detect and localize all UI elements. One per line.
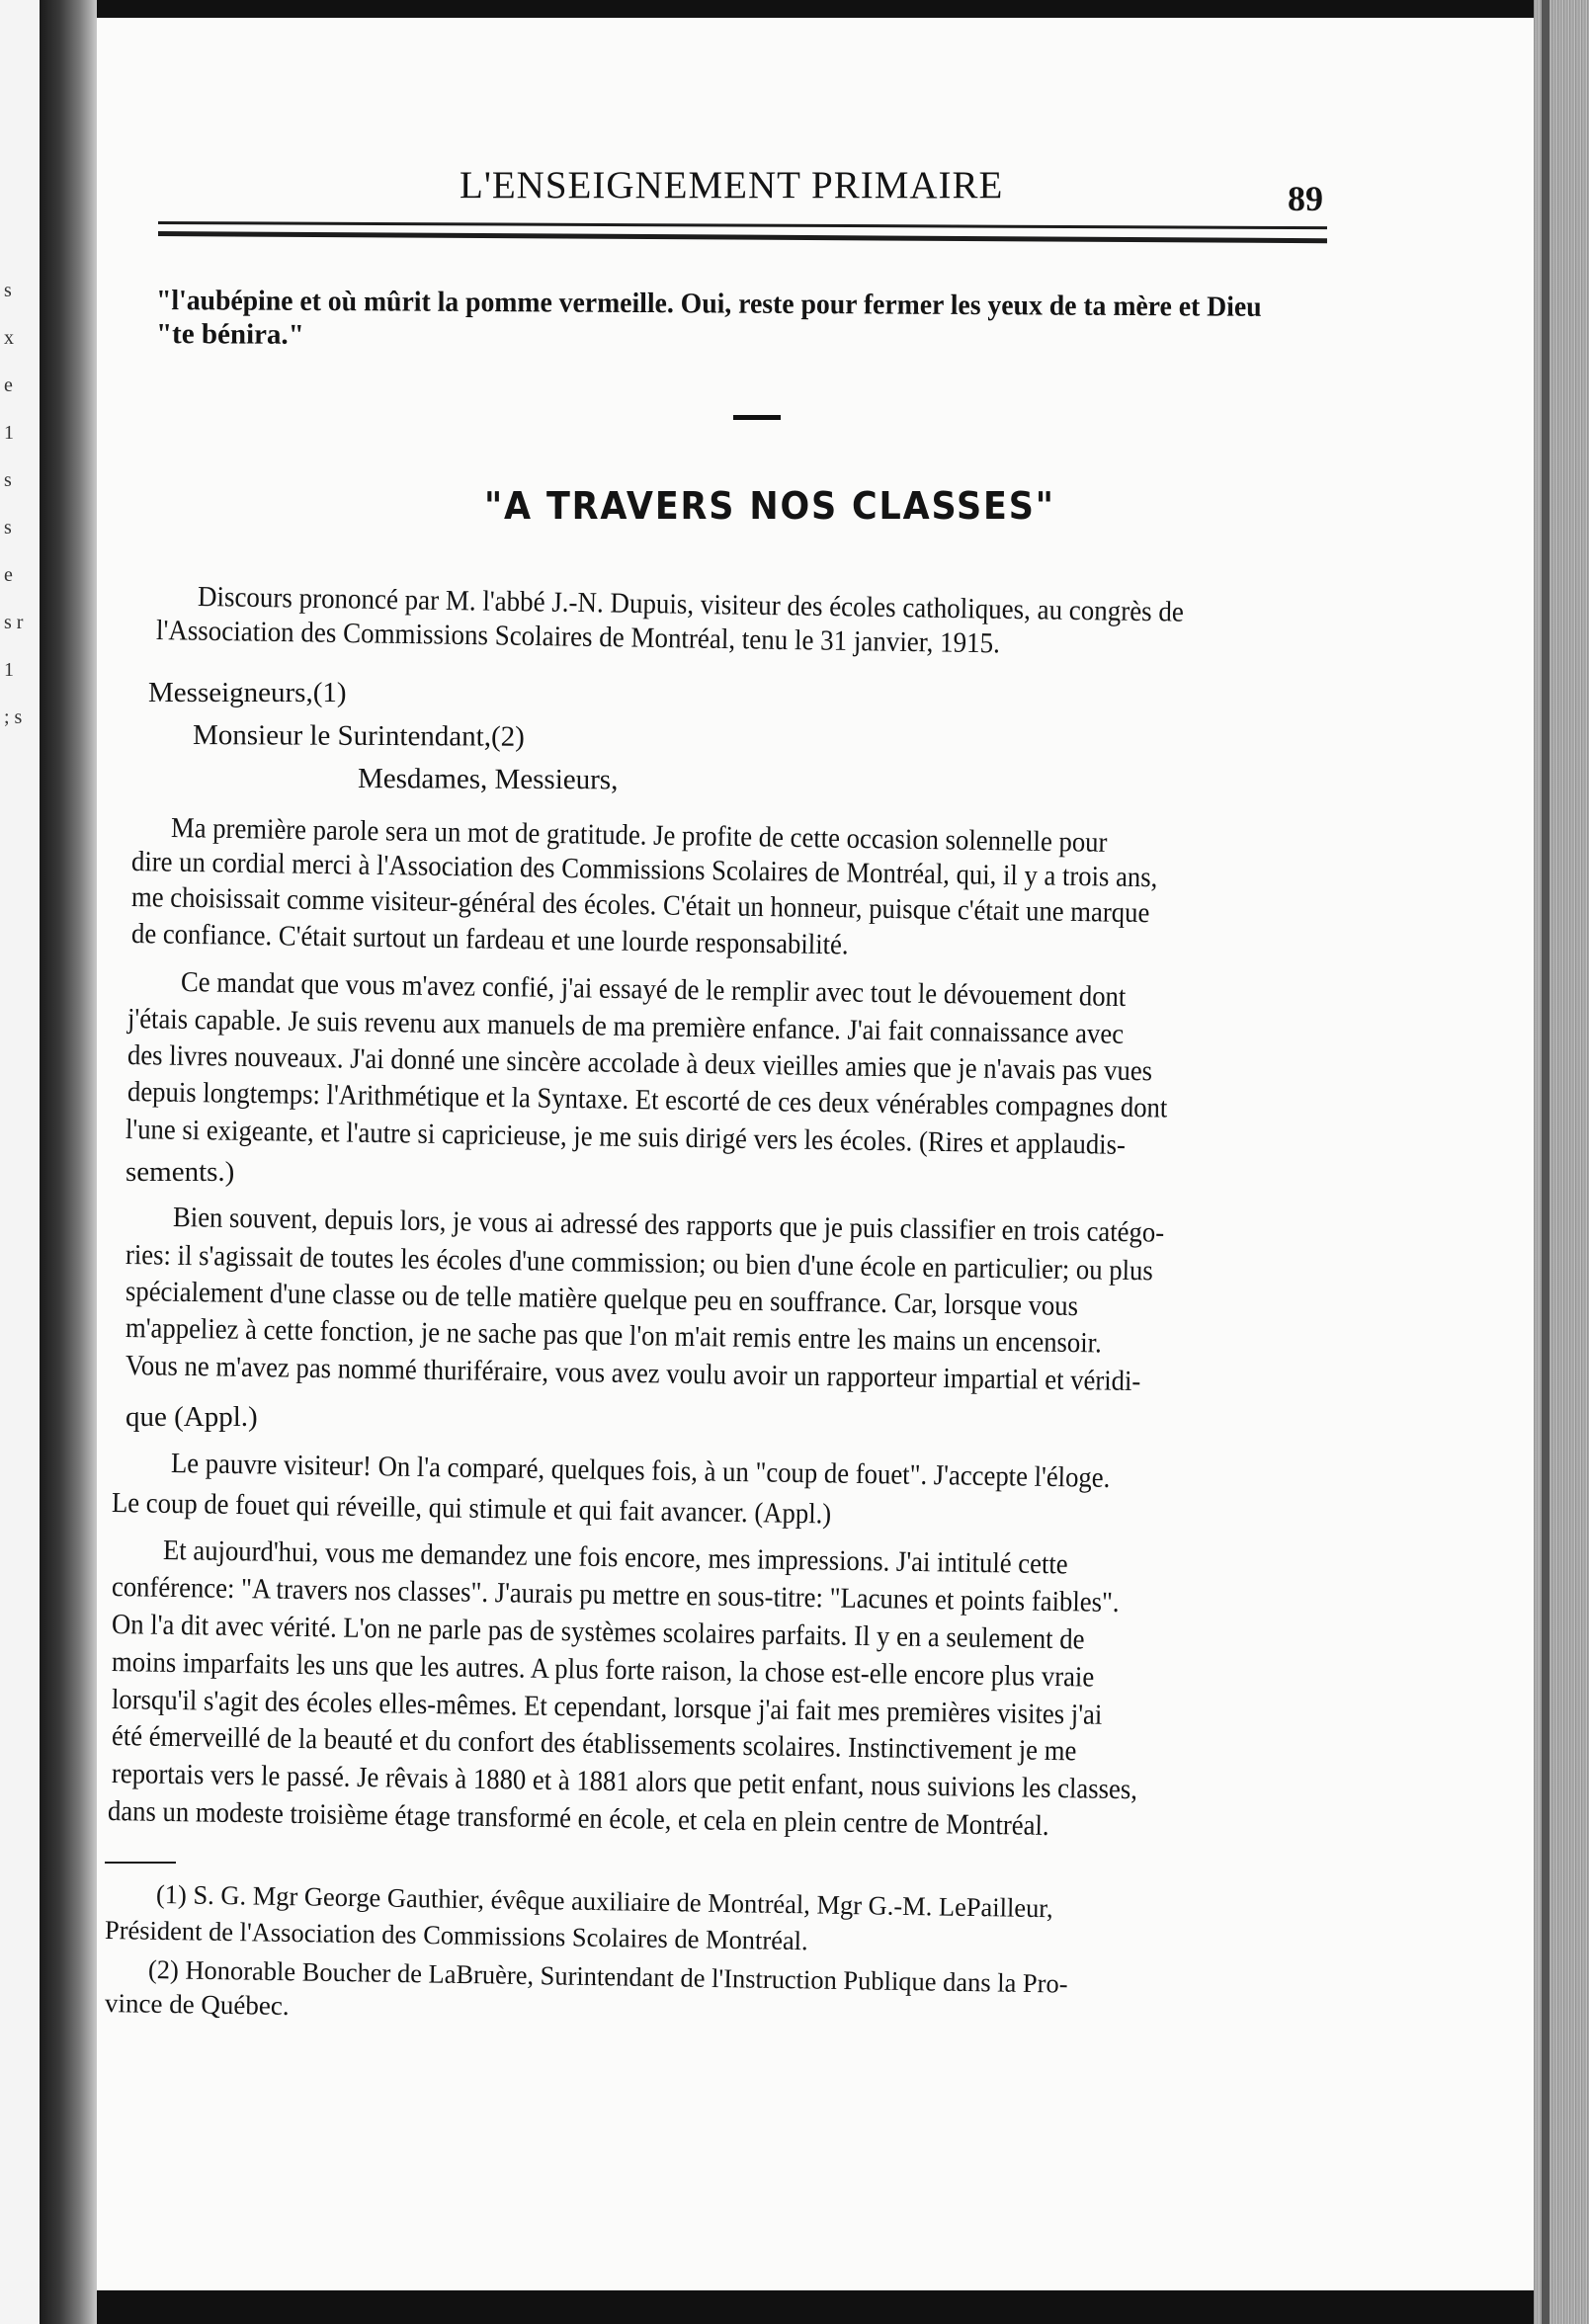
body-line-1: Ma première parole sera un mot de gratitude. Je profite de cette occasion solennelle pour xyxy=(170,812,1108,859)
page-number: 89 xyxy=(1288,179,1323,218)
body-line-20: conférence: "A travers nos classes". J'aurais pu mettre en sous-titre: "Lacunes et points faibles". xyxy=(111,1571,1120,1619)
body-line-24: été émerveillé de la beauté et du confort des établissements scolaires. Instinctivement je me xyxy=(111,1720,1077,1768)
body-line-4: de confiance. C'était surtout un fardeau et une lourde responsabilité. xyxy=(130,918,849,961)
body-line-2: dire un cordial merci à l'Association des Commissions Scolaires de Montréal, qui, il y a trois ans, xyxy=(130,846,1158,894)
body-line-26: dans un modeste troisième étage transformé en école, et cela en plein centre de Montréal. xyxy=(107,1795,1049,1842)
body-line-22: moins imparfaits les uns que les autres. A plus forte raison, la chose est-elle encore plus vraie xyxy=(111,1646,1095,1694)
body-line-3: me choisissait comme visiteur-général des écoles. C'était un honneur, puisque c'était une marque xyxy=(130,881,1150,930)
intro-line-2: l'Association des Commissions Scolaires de Montréal, tenu le 31 janvier, 1915. xyxy=(155,615,1001,660)
body-line-5: Ce mandat que vous m'avez confié, j'ai essayé de le remplir avec tout le dévouement dont xyxy=(180,966,1127,1014)
footnote-rule xyxy=(105,1862,176,1864)
section-separator xyxy=(733,415,781,420)
body-line-19: Et aujourd'hui, vous me demandez une fois encore, mes impressions. J'ai intitulé cette xyxy=(162,1535,1068,1581)
body-line-7: des livres nouveaux. J'ai donné une sincère accolade à deux vieilles amies que je n'avais pas vues xyxy=(126,1039,1153,1088)
body-line-12: ries: il s'agissait de toutes les écoles d'une commission; ou bien d'une école en particulier; ou plus xyxy=(125,1239,1154,1287)
body-line-13: spécialement d'une classe ou de telle matière quelque peu en souffrance. Car, lorsque vous xyxy=(125,1276,1079,1323)
running-header: L'ENSEIGNEMENT PRIMAIRE xyxy=(460,164,1004,207)
body-line-25: reportais vers le passé. Je rêvais à 1880 et à 1881 alors que petit enfant, nous suivions les classes, xyxy=(111,1758,1138,1806)
body-line-6: j'étais capable. Je suis revenu aux manuels de ma première enfance. J'ai fait connaissance avec xyxy=(126,1003,1125,1050)
body-line-11: Bien souvent, depuis lors, je vous ai adressé des rapports que je puis classifier en trois catégo- xyxy=(172,1202,1165,1249)
body-line-17: Le pauvre visiteur! On l'a comparé, quelques fois, à un "coup de fouet". J'accepte l'éloge. xyxy=(170,1448,1111,1494)
body-line-16: que (Appl.) xyxy=(125,1401,258,1433)
footnote-2-line-2: vince de Québec. xyxy=(104,1988,290,2021)
footnote-2-line-1: (2) Honorable Boucher de LaBruère, Surintendant de l'Instruction Publique dans la Pro- xyxy=(147,1954,1068,1999)
intro-line-1: Discours prononcé par M. l'abbé J.-N. Dupuis, visiteur des écoles catholiques, au congrès de xyxy=(197,581,1185,628)
body-line-8: depuis longtemps: l'Arithmétique et la Syntaxe. Et escorté de ces deux vénérables compagnes dont xyxy=(126,1076,1168,1124)
continued-line-2: "te bénira." xyxy=(155,318,304,351)
continued-line-1: "l'aubépine et où mûrit la pomme vermeille. Oui, reste pour fermer les yeux de ta mère et Dieu xyxy=(155,285,1262,323)
footnote-1-line-1: (1) S. G. Mgr George Gauthier, évêque auxiliaire de Montréal, Mgr G.-M. LePailleur, xyxy=(155,1879,1053,1924)
body-line-18: Le coup de fouet qui réveille, qui stimule et qui fait avancer. (Appl.) xyxy=(111,1487,832,1531)
salutation-3: Mesdames, Messieurs, xyxy=(357,763,619,796)
salutation-2: Monsieur le Surintendant,(2) xyxy=(192,719,525,753)
body-line-15: Vous ne m'avez pas nommé thuriféraire, vous avez voulu avoir un rapporteur impartial et véridi- xyxy=(125,1350,1141,1398)
book-binding-shadow xyxy=(40,0,97,2324)
footnote-1-line-2: Président de l'Association des Commissions Scolaires de Montréal. xyxy=(104,1915,808,1956)
body-line-14: m'appeliez à cette fonction, je ne sache pas que l'on m'ait remis entre les mains un encensoir. xyxy=(125,1312,1103,1360)
adjacent-page-letters: s x e 1 s s e s r 1 ; s xyxy=(4,280,24,728)
body-line-21: On l'a dit avec vérité. L'on ne parle pas de systèmes scolaires parfaits. Il y en a seulement de xyxy=(111,1609,1085,1656)
body-line-9: l'une si exigeante, et l'autre si capricieuse, je me suis dirigé vers les écoles. (Rires et applaudis- xyxy=(125,1114,1127,1161)
body-line-23: lorsqu'il s'agit des écoles elles-mêmes. Et cependant, lorsque j'ai fait mes premières visites j'ai xyxy=(111,1684,1103,1731)
page-stack-shadow xyxy=(1542,0,1549,2324)
salutation-1: Messeigneurs,(1) xyxy=(148,677,347,708)
section-title: "A TRAVERS NOS CLASSES" xyxy=(484,484,1055,528)
body-line-10: sements.) xyxy=(125,1156,235,1188)
